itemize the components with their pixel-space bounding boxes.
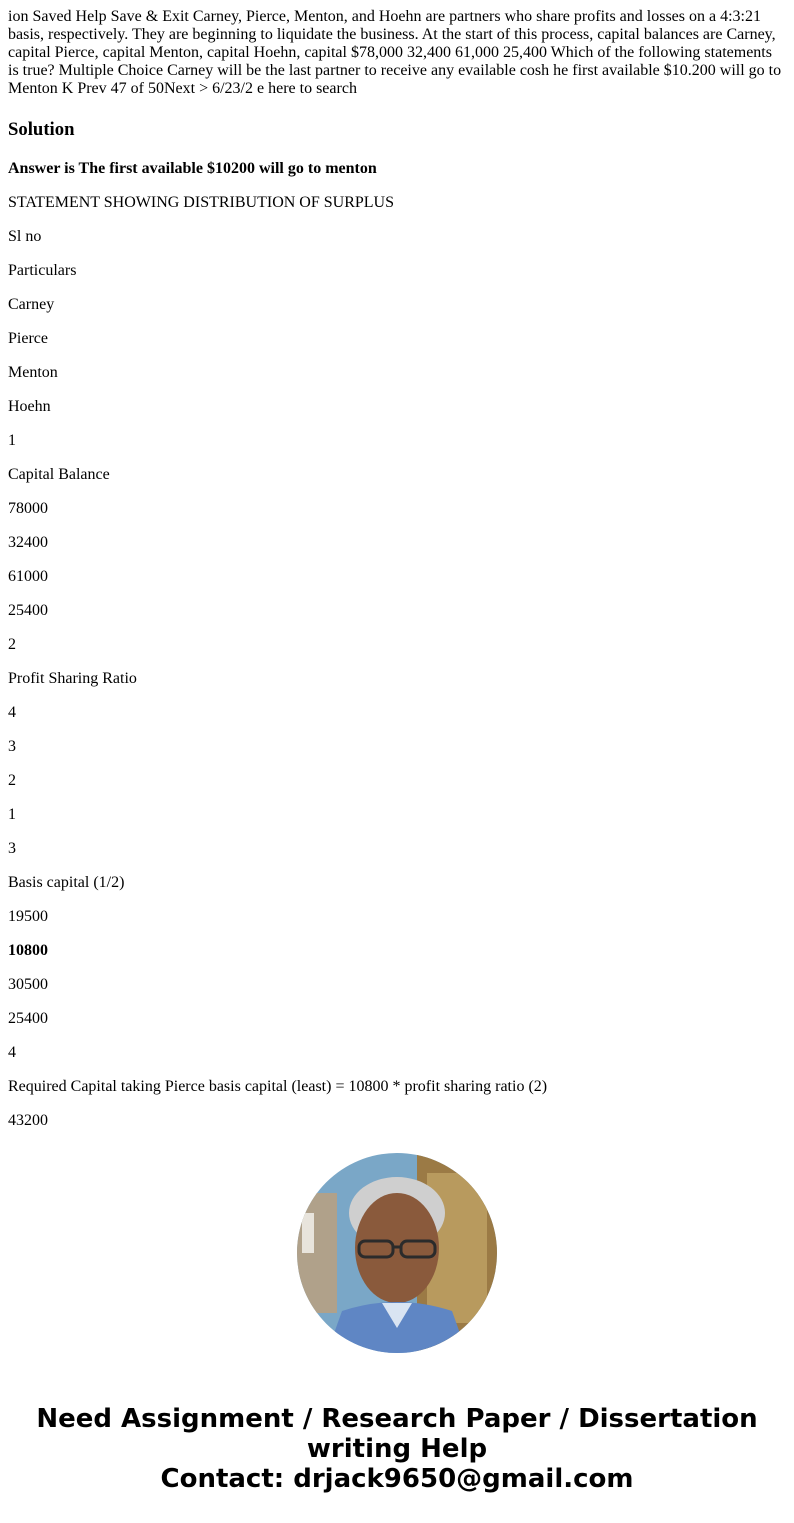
promo-contact: Contact: drjack9650@gmail.com — [160, 1464, 634, 1494]
solution-line: 2 — [8, 636, 16, 653]
solution-line: 78000 — [8, 500, 48, 517]
solution-heading: Solution — [8, 119, 75, 140]
solution-line: 2 — [8, 772, 16, 789]
solution-line: Carney — [8, 296, 55, 313]
solution-line: Profit Sharing Ratio — [8, 670, 137, 687]
solution-line: 25400 — [8, 1010, 48, 1027]
answer-statement: Answer is The first available $10200 will go to menton — [8, 160, 377, 177]
page-content — [8, 8, 786, 1130]
promo-banner — [0, 1404, 794, 1494]
solution-line: 4 — [8, 1044, 16, 1061]
promo-line-2: writing Help — [306, 1434, 488, 1464]
solution-line: 4 — [8, 704, 16, 721]
solution-line: 19500 — [8, 908, 48, 925]
person-photo-icon — [297, 1153, 497, 1353]
solution-line: 10800 — [8, 942, 48, 959]
solution-line: 1 — [8, 432, 16, 449]
solution-line: Hoehn — [8, 398, 51, 415]
solution-line: Particulars — [8, 262, 77, 279]
solution-line: 25400 — [8, 602, 48, 619]
solution-lines — [8, 194, 786, 1130]
solution-line: 61000 — [8, 568, 48, 585]
solution-line: 1 — [8, 806, 16, 823]
solution-line: 3 — [8, 840, 16, 857]
solution-line: 3 — [8, 738, 16, 755]
avatar — [297, 1153, 497, 1353]
solution-line: 43200 — [8, 1112, 48, 1129]
solution-line: Pierce — [8, 330, 48, 347]
solution-line: Basis capital (1/2) — [8, 874, 125, 891]
solution-line: Sl no — [8, 228, 42, 245]
question-text: ion Saved Help Save & Exit Carney, Pierce, Menton, and Hoehn are partners who share profits and losses on a 4:3:21 basis, respectively. They are beginning to liquidate the business. At the start of this process, capital balances are Carney, capital Pierce, capital Menton, capital Hoehn, capital $78,000 32,400 61,000 25,400 Which of the following statements is true? Multiple Choice Carney will be the last partner to receive any evailable cosh he first available $10.200 will go to Menton K Prev 47 of 50Next > 6/23/2 e here to search — [8, 8, 782, 97]
solution-line: Required Capital taking Pierce basis capital (least) = 10800 * profit sharing ratio (2) — [8, 1078, 548, 1095]
solution-line: Menton — [8, 364, 58, 381]
solution-line: STATEMENT SHOWING DISTRIBUTION OF SURPLUS — [8, 194, 394, 211]
solution-line: Capital Balance — [8, 466, 110, 483]
solution-line: 32400 — [8, 534, 48, 551]
promo-line-1: Need Assignment / Research Paper / Dissertation — [36, 1404, 758, 1434]
solution-line: 30500 — [8, 976, 48, 993]
